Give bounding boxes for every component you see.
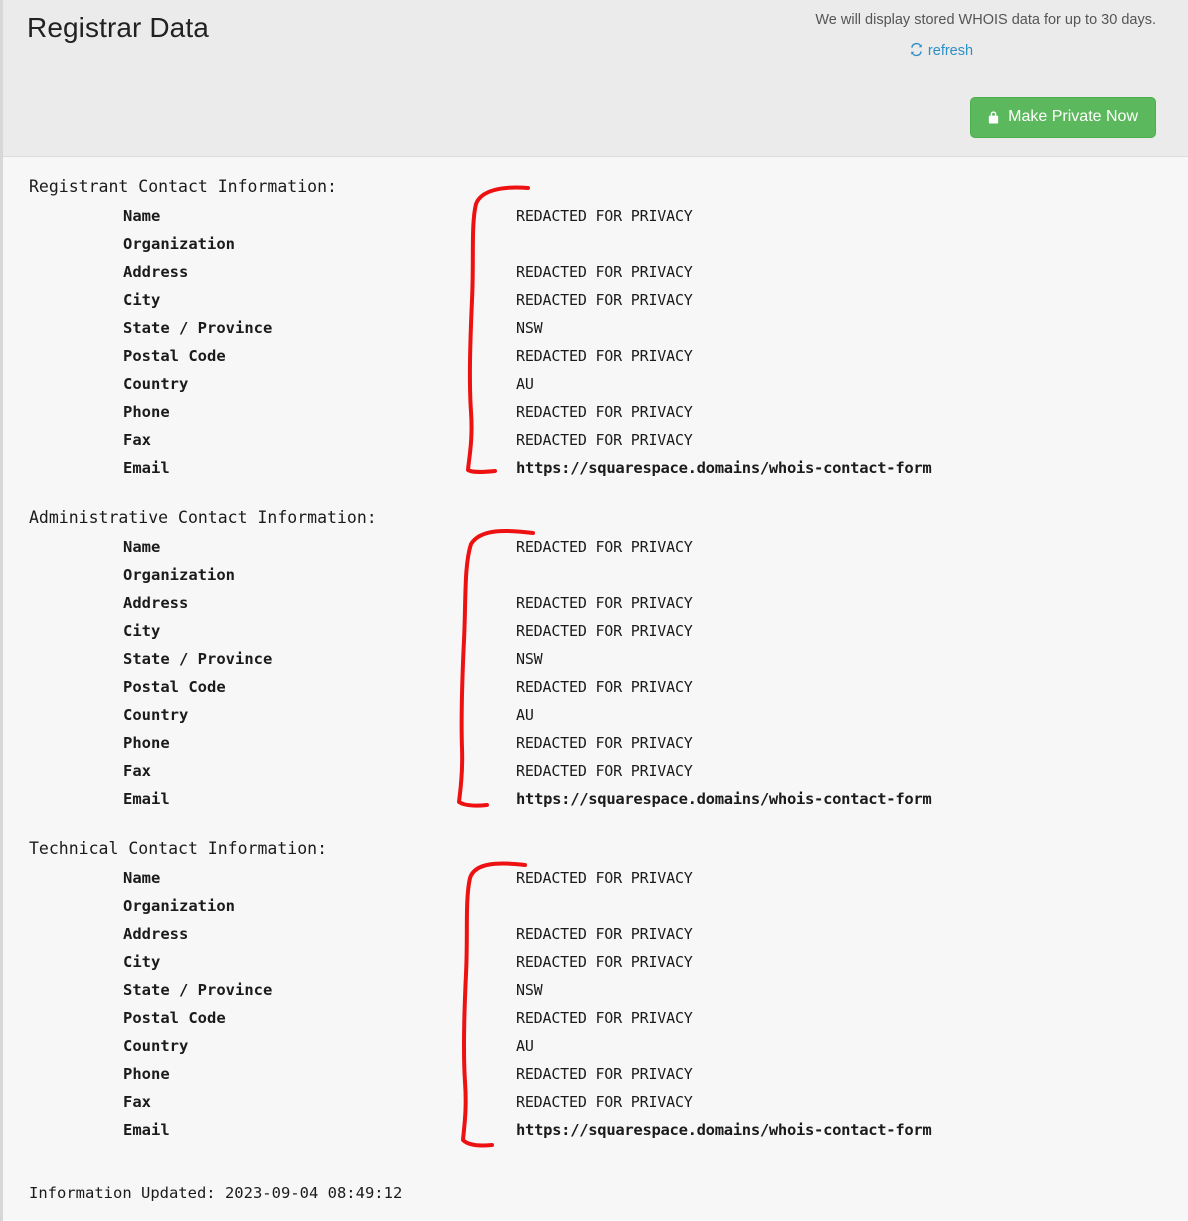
field-row xyxy=(3,426,1188,454)
field-value: REDACTED FOR PRIVACY xyxy=(516,762,693,780)
field-value: AU xyxy=(516,375,534,393)
field-label: Email xyxy=(123,1121,170,1139)
field-value: REDACTED FOR PRIVACY xyxy=(516,403,693,421)
field-label: Country xyxy=(123,375,189,393)
section-title: Registrant Contact Information: xyxy=(29,177,337,196)
field-label: Address xyxy=(123,263,189,281)
field-label: Phone xyxy=(123,734,170,752)
registrar-data-body xyxy=(3,157,1188,1220)
field-row xyxy=(3,785,1188,813)
field-row xyxy=(3,398,1188,426)
field-row xyxy=(3,202,1188,230)
field-label: Email xyxy=(123,459,170,477)
field-row xyxy=(3,645,1188,673)
field-label: Country xyxy=(123,706,189,724)
field-label: Name xyxy=(123,869,161,887)
field-label: Organization xyxy=(123,235,235,253)
field-value-email: https://squarespace.domains/whois-contact-form xyxy=(516,459,932,477)
field-label: Address xyxy=(123,594,189,612)
field-value: REDACTED FOR PRIVACY xyxy=(516,1065,693,1083)
field-row xyxy=(3,976,1188,1004)
field-label: Fax xyxy=(123,762,151,780)
field-label: Postal Code xyxy=(123,678,226,696)
field-row xyxy=(3,454,1188,482)
field-row xyxy=(3,230,1188,258)
field-label: Name xyxy=(123,207,161,225)
field-row xyxy=(3,729,1188,757)
information-updated-text: Information Updated: 2023-09-04 08:49:12 xyxy=(29,1184,403,1202)
field-label: State / Province xyxy=(123,650,273,668)
field-value: REDACTED FOR PRIVACY xyxy=(516,1009,693,1027)
refresh-label: refresh xyxy=(927,43,974,59)
field-value: REDACTED FOR PRIVACY xyxy=(516,622,693,640)
lock-icon xyxy=(987,110,1000,125)
field-label: Phone xyxy=(123,1065,170,1083)
field-row xyxy=(3,1004,1188,1032)
field-row xyxy=(3,948,1188,976)
field-row xyxy=(3,892,1188,920)
field-row xyxy=(3,701,1188,729)
field-row xyxy=(3,920,1188,948)
field-label: Fax xyxy=(123,431,151,449)
field-label: State / Province xyxy=(123,319,273,337)
field-row xyxy=(3,864,1188,892)
field-label: Name xyxy=(123,538,161,556)
refresh-link[interactable] xyxy=(909,43,973,59)
field-value: REDACTED FOR PRIVACY xyxy=(516,538,693,556)
field-value-email: https://squarespace.domains/whois-contact-form xyxy=(516,1121,932,1139)
field-row xyxy=(3,258,1188,286)
field-label: City xyxy=(123,622,161,640)
page-header xyxy=(3,0,1188,157)
field-value-email: https://squarespace.domains/whois-contact-form xyxy=(516,790,932,808)
section-technical xyxy=(3,839,1188,1144)
field-label: Fax xyxy=(123,1093,151,1111)
field-label: City xyxy=(123,291,161,309)
field-row xyxy=(3,533,1188,561)
field-row xyxy=(3,561,1188,589)
field-value: REDACTED FOR PRIVACY xyxy=(516,291,693,309)
section-registrant xyxy=(3,177,1188,482)
field-value: NSW xyxy=(516,319,543,337)
field-value: REDACTED FOR PRIVACY xyxy=(516,263,693,281)
field-label: Postal Code xyxy=(123,1009,226,1027)
field-value: REDACTED FOR PRIVACY xyxy=(516,207,693,225)
section-spacer xyxy=(3,813,1188,839)
field-value: REDACTED FOR PRIVACY xyxy=(516,734,693,752)
field-value: REDACTED FOR PRIVACY xyxy=(516,594,693,612)
field-row xyxy=(3,314,1188,342)
field-row xyxy=(3,589,1188,617)
page-title: Registrar Data xyxy=(27,12,209,43)
field-label: Email xyxy=(123,790,170,808)
field-label: Address xyxy=(123,925,189,943)
field-value: AU xyxy=(516,1037,534,1055)
field-label: Country xyxy=(123,1037,189,1055)
field-row xyxy=(3,757,1188,785)
field-label: Organization xyxy=(123,897,235,915)
field-label: State / Province xyxy=(123,981,273,999)
field-row xyxy=(3,1116,1188,1144)
field-value: NSW xyxy=(516,650,543,668)
field-label: City xyxy=(123,953,161,971)
section-administrative xyxy=(3,508,1188,813)
refresh-icon xyxy=(909,42,924,57)
field-row xyxy=(3,370,1188,398)
field-row xyxy=(3,1088,1188,1116)
field-row xyxy=(3,342,1188,370)
field-value: REDACTED FOR PRIVACY xyxy=(516,925,693,943)
field-row xyxy=(3,1032,1188,1060)
field-value: REDACTED FOR PRIVACY xyxy=(516,869,693,887)
section-title: Administrative Contact Information: xyxy=(29,508,377,527)
field-value: REDACTED FOR PRIVACY xyxy=(516,1093,693,1111)
field-row xyxy=(3,1060,1188,1088)
refresh-row xyxy=(726,42,1156,59)
field-label: Organization xyxy=(123,566,235,584)
field-value: REDACTED FOR PRIVACY xyxy=(516,431,693,449)
field-value: REDACTED FOR PRIVACY xyxy=(516,953,693,971)
field-value: NSW xyxy=(516,981,543,999)
whois-retention-note: We will display stored WHOIS data for up to 30 days. xyxy=(815,12,1156,28)
section-title: Technical Contact Information: xyxy=(29,839,328,858)
field-label: Phone xyxy=(123,403,170,421)
field-row xyxy=(3,286,1188,314)
make-private-now-label: Make Private Now xyxy=(1008,108,1138,125)
field-value: REDACTED FOR PRIVACY xyxy=(516,347,693,365)
field-value: REDACTED FOR PRIVACY xyxy=(516,678,693,696)
field-label: Postal Code xyxy=(123,347,226,365)
make-private-now-button[interactable] xyxy=(970,97,1156,138)
field-row xyxy=(3,617,1188,645)
field-row xyxy=(3,673,1188,701)
field-value: AU xyxy=(516,706,534,724)
section-spacer xyxy=(3,482,1188,508)
